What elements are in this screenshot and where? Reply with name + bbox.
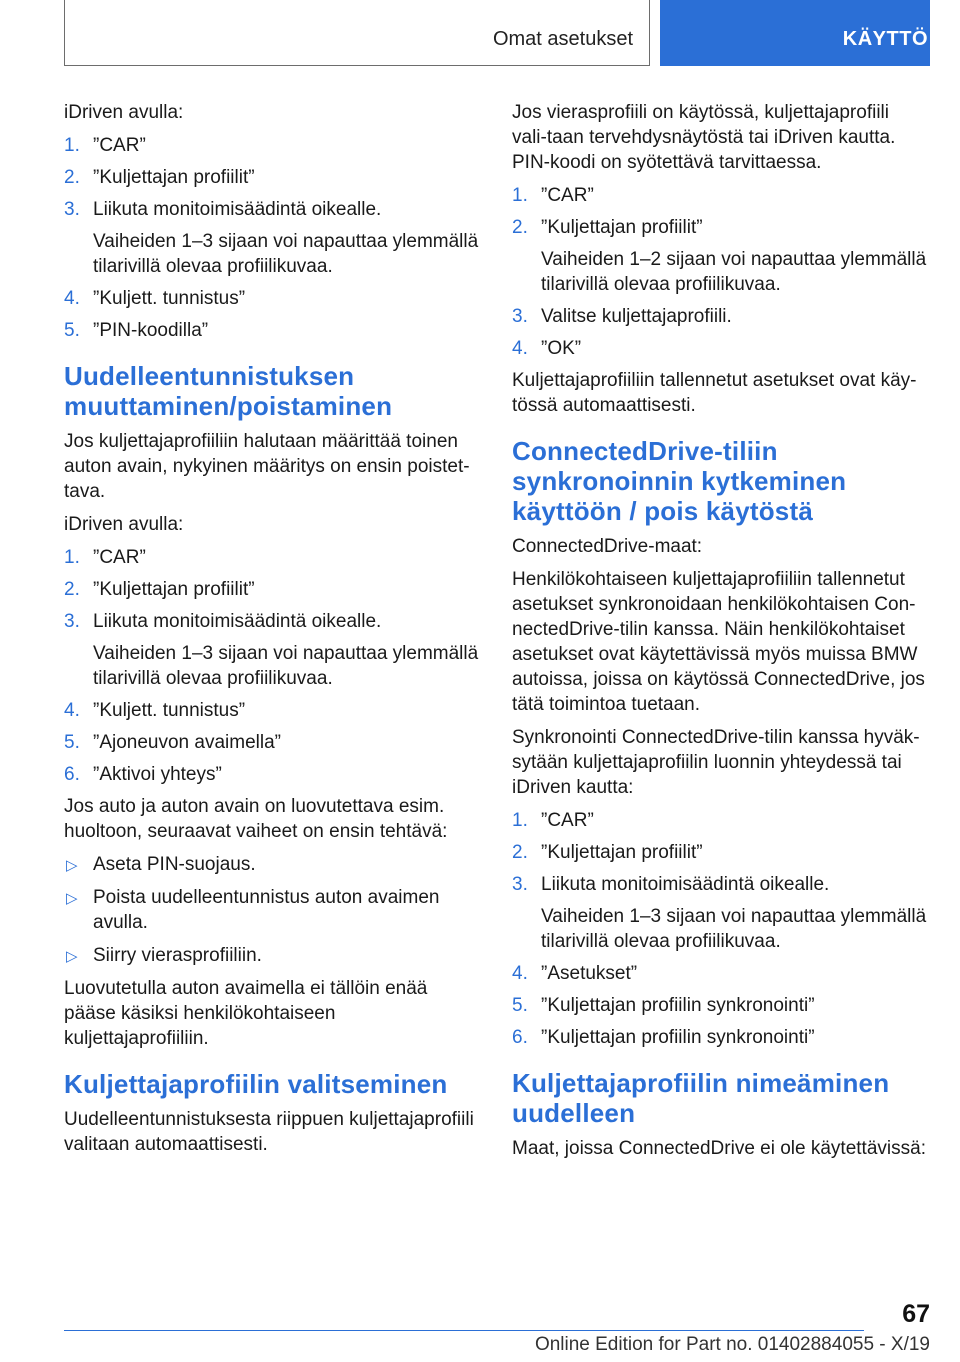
step-text: Liikuta monitoimisäädintä oikealle. bbox=[93, 611, 382, 632]
list-item bbox=[512, 304, 927, 329]
list-item bbox=[64, 286, 479, 311]
page-number: 67 bbox=[902, 1300, 930, 1328]
page-header bbox=[64, 0, 930, 66]
list-item bbox=[512, 1025, 927, 1050]
list-item bbox=[512, 872, 927, 954]
bullet-item bbox=[64, 852, 479, 877]
step-list bbox=[64, 545, 479, 787]
list-item bbox=[512, 840, 927, 865]
chapter-title: KÄYTTÖ bbox=[842, 28, 928, 50]
step-number: 6. bbox=[64, 764, 80, 785]
step-number: 1. bbox=[64, 547, 80, 568]
bullet-text: Siirry vierasprofiiliin. bbox=[93, 945, 262, 966]
list-item bbox=[64, 730, 479, 755]
step-number: 2. bbox=[64, 579, 80, 600]
bullet-list bbox=[64, 852, 479, 968]
step-number: 4. bbox=[512, 963, 528, 984]
list-item bbox=[512, 183, 927, 208]
step-text: ”Kuljettajan profiilin synkronointi” bbox=[541, 1027, 815, 1048]
section-heading: Kuljettajaprofiilin nimeäminen uudelleen bbox=[512, 1068, 890, 1128]
paragraph: ConnectedDrive-maat: bbox=[512, 536, 703, 557]
paragraph: Jos vierasprofiili on käytössä, kuljettajaprofiili vali‐taan tervehdysnäytöstä tai iDriven kautta. PIN-koodi on syötettävä tarvittaessa. bbox=[512, 102, 896, 173]
step-number: 3. bbox=[64, 199, 80, 220]
triangle-bullet-icon: ▷ bbox=[66, 890, 78, 907]
list-item bbox=[512, 215, 927, 297]
step-note: Vaiheiden 1–3 sijaan voi napauttaa ylemmällä tilarivillä olevaa profiilikuvaa. bbox=[93, 643, 479, 689]
step-text: ”Kuljett. tunnistus” bbox=[93, 288, 246, 309]
paragraph: Synkronointi ConnectedDrive-tilin kanssa hyväk‐sytään kuljettajaprofiilin luonnin yhteydessä tai iDriven kautta: bbox=[512, 727, 920, 798]
step-number: 3. bbox=[512, 874, 528, 895]
step-note: Vaiheiden 1–3 sijaan voi napauttaa ylemmällä tilarivillä olevaa profiilikuvaa. bbox=[93, 231, 479, 277]
left-column bbox=[64, 100, 479, 1165]
step-number: 5. bbox=[64, 320, 80, 341]
step-number: 5. bbox=[64, 732, 80, 753]
step-number: 1. bbox=[512, 185, 528, 206]
list-item bbox=[512, 336, 927, 361]
step-text: ”OK” bbox=[541, 338, 582, 359]
step-number: 3. bbox=[64, 611, 80, 632]
paragraph: Luovutetulla auton avaimella ei tällöin enää pääse käsiksi henkilökohtaiseen kuljettajaprofiiliin. bbox=[64, 978, 428, 1049]
step-number: 4. bbox=[512, 338, 528, 359]
section-tab bbox=[64, 0, 650, 66]
list-item bbox=[512, 961, 927, 986]
list-item bbox=[64, 698, 479, 723]
list-item bbox=[64, 609, 479, 691]
list-item bbox=[64, 197, 479, 279]
step-text: ”Kuljettajan profiilit” bbox=[541, 217, 703, 238]
step-number: 2. bbox=[512, 842, 528, 863]
step-text: Valitse kuljettajaprofiili. bbox=[541, 306, 732, 327]
step-number: 6. bbox=[512, 1027, 528, 1048]
triangle-bullet-icon: ▷ bbox=[66, 948, 78, 965]
paragraph: Kuljettajaprofiiliin tallennetut asetukset ovat käy‐tössä automaattisesti. bbox=[512, 370, 917, 416]
list-item bbox=[512, 808, 927, 833]
bullet-text: Poista uudelleentunnistus auton avaimen avulla. bbox=[93, 887, 440, 933]
paragraph: iDriven avulla: bbox=[64, 514, 184, 535]
list-item bbox=[512, 993, 927, 1018]
step-text: Liikuta monitoimisäädintä oikealle. bbox=[93, 199, 382, 220]
list-item bbox=[64, 762, 479, 787]
paragraph: iDriven avulla: bbox=[64, 102, 184, 123]
section-title: Omat asetukset bbox=[492, 28, 633, 50]
step-text: ”Kuljettajan profiilin synkronointi” bbox=[541, 995, 815, 1016]
section-heading: Kuljettajaprofiilin valitseminen bbox=[64, 1069, 448, 1099]
list-item bbox=[64, 577, 479, 602]
paragraph: Maat, joissa ConnectedDrive ei ole käytettävissä: bbox=[512, 1138, 926, 1159]
step-note: Vaiheiden 1–3 sijaan voi napauttaa ylemmällä tilarivillä olevaa profiilikuvaa. bbox=[541, 906, 927, 952]
step-text: ”Kuljettajan profiilit” bbox=[93, 167, 255, 188]
footer-edition: Online Edition for Part no. 01402884055 - X/19 bbox=[534, 1334, 930, 1355]
step-number: 3. bbox=[512, 306, 528, 327]
paragraph: Jos kuljettajaprofiiliin halutaan määrittää toinen auton avain, nykyinen määritys on ensin poistet‐tava. bbox=[64, 431, 470, 502]
step-text: ”Ajoneuvon avaimella” bbox=[93, 732, 281, 753]
section-heading: Uudelleentunnistuksen muuttaminen/poistaminen bbox=[64, 361, 393, 421]
list-item bbox=[64, 133, 479, 158]
step-text: ”Kuljettajan profiilit” bbox=[541, 842, 703, 863]
step-text: ”CAR” bbox=[93, 135, 146, 156]
chapter-tab bbox=[660, 0, 930, 66]
footer-divider bbox=[64, 1330, 864, 1331]
step-text: ”PIN-koodilla” bbox=[93, 320, 209, 341]
step-text: ”CAR” bbox=[541, 810, 594, 831]
step-number: 1. bbox=[512, 810, 528, 831]
bullet-item bbox=[64, 943, 479, 968]
step-list bbox=[64, 133, 479, 343]
step-list bbox=[512, 808, 927, 1050]
triangle-bullet-icon: ▷ bbox=[66, 857, 78, 874]
step-number: 2. bbox=[512, 217, 528, 238]
step-text: Liikuta monitoimisäädintä oikealle. bbox=[541, 874, 830, 895]
step-number: 4. bbox=[64, 700, 80, 721]
list-item bbox=[64, 545, 479, 570]
step-number: 1. bbox=[64, 135, 80, 156]
paragraph: Jos auto ja auton avain on luovutettava esim. huoltoon, seuraavat vaiheet on ensin tehtävä: bbox=[64, 796, 448, 842]
list-item bbox=[64, 318, 479, 343]
paragraph: Henkilökohtaiseen kuljettajaprofiiliin tallennetut asetukset synkronoidaan henkilökohtaisen Con‐nectedDrive-tilin kanssa. Näin henkilökohtaiset asetukset ovat käytettävissä myös muissa BMW autoissa, joissa on käytössä ConnectedDrive, jos tätä toimintoa tuetaan. bbox=[512, 569, 925, 715]
step-list bbox=[512, 183, 927, 361]
step-number: 5. bbox=[512, 995, 528, 1016]
right-column bbox=[512, 100, 927, 1169]
step-note: Vaiheiden 1–2 sijaan voi napauttaa ylemmällä tilarivillä olevaa profiilikuvaa. bbox=[541, 249, 927, 295]
paragraph: Uudelleentunnistuksesta riippuen kuljettajaprofiili valitaan automaattisesti. bbox=[64, 1109, 474, 1155]
list-item bbox=[64, 165, 479, 190]
step-text: ”CAR” bbox=[93, 547, 146, 568]
bullet-item bbox=[64, 885, 479, 935]
section-heading: ConnectedDrive-tiliin synkronoinnin kytkeminen käyttöön / pois käytöstä bbox=[512, 436, 847, 526]
step-number: 4. bbox=[64, 288, 80, 309]
step-text: ”CAR” bbox=[541, 185, 594, 206]
step-number: 2. bbox=[64, 167, 80, 188]
step-text: ”Kuljett. tunnistus” bbox=[93, 700, 246, 721]
step-text: ”Asetukset” bbox=[541, 963, 638, 984]
bullet-text: Aseta PIN-suojaus. bbox=[93, 854, 256, 875]
step-text: ”Aktivoi yhteys” bbox=[93, 764, 222, 785]
step-text: ”Kuljettajan profiilit” bbox=[93, 579, 255, 600]
